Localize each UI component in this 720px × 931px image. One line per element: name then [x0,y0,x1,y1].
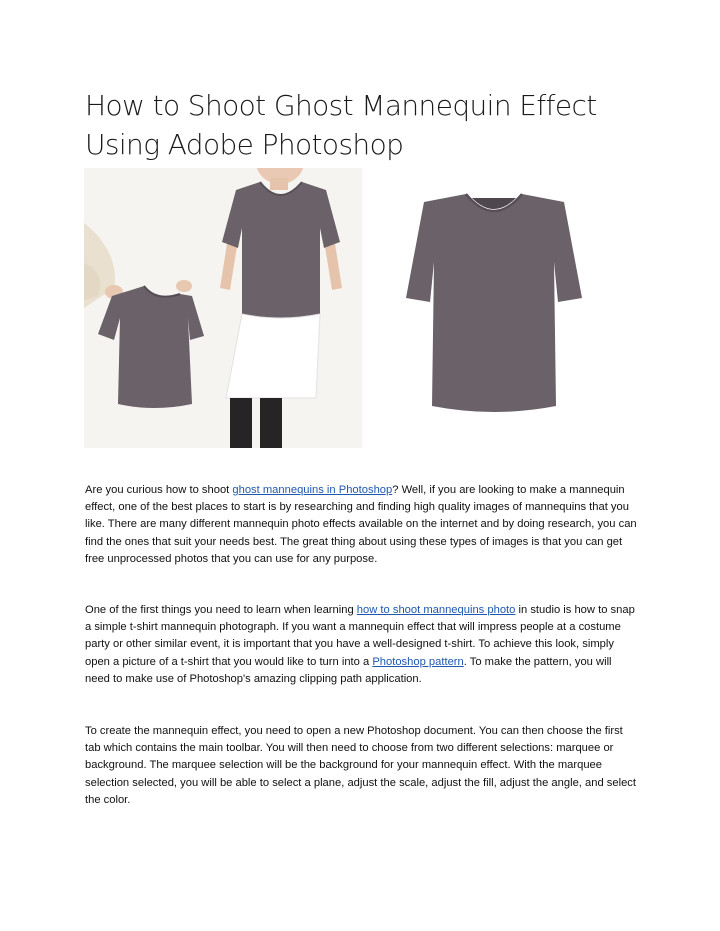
ghost-mannequin-tshirt [406,194,582,412]
paragraph-text: . To make the pattern, you will need to make use of Photoshop's amazing clipping path application. [85,655,612,685]
ghost-mannequins-link[interactable]: ghost mannequins in Photoshop [232,484,393,496]
paragraph-2 [85,602,637,688]
model-neck [270,178,288,190]
photoshop-pattern-link[interactable]: Photoshop pattern [372,655,464,668]
page-title: How to Shoot Ghost Mannequin Effect Using Adobe Photoshop [85,89,597,161]
paragraph-1 [85,482,637,568]
paragraph-text: ? Well, if you are looking to make a mannequin effect, one of the best places to start is by researching and finding high quality images of mannequins that you like. There are many different mannequin photo effects available on the internet and by doing research, you can find the ones that suit your needs best. The great thing about using these types of images is that you can get free unprocessed photos that you can use for any purpose. [85,484,637,565]
ghost-mannequin-illustration [84,168,594,448]
paragraph-text: in studio is how to snap a simple t-shirt mannequin photograph. If you want a mannequin effect that will impress people at a costume party or other similar event, it is important that you have a well-designed t-shirt. To achieve this look, simply open a picture of a t-shirt that you would like to turn into a [85,604,635,668]
paragraph-text: Are you curious how to shoot [85,484,233,496]
model-leg [230,398,252,448]
tshirt-photo-collage [84,168,594,448]
paragraph-3: To create the mannequin effect, you need to open a new Photoshop document. You can then choose the first tab which contains the main toolbar. You will then need to choose from two different selections: marquee or background. The marquee selection will be the background for your mannequin effect. With the marquee selection selected, you will be able to select a plane, adjust the scale, adjust the fill, adjust the angle, and select the color. [85,725,637,806]
white-skirt [226,314,320,398]
hand [176,280,192,292]
shoot-mannequins-link[interactable]: how to shoot mannequins photo [356,604,516,616]
paragraph-text: One of the first things you need to learn when learning [85,604,357,616]
